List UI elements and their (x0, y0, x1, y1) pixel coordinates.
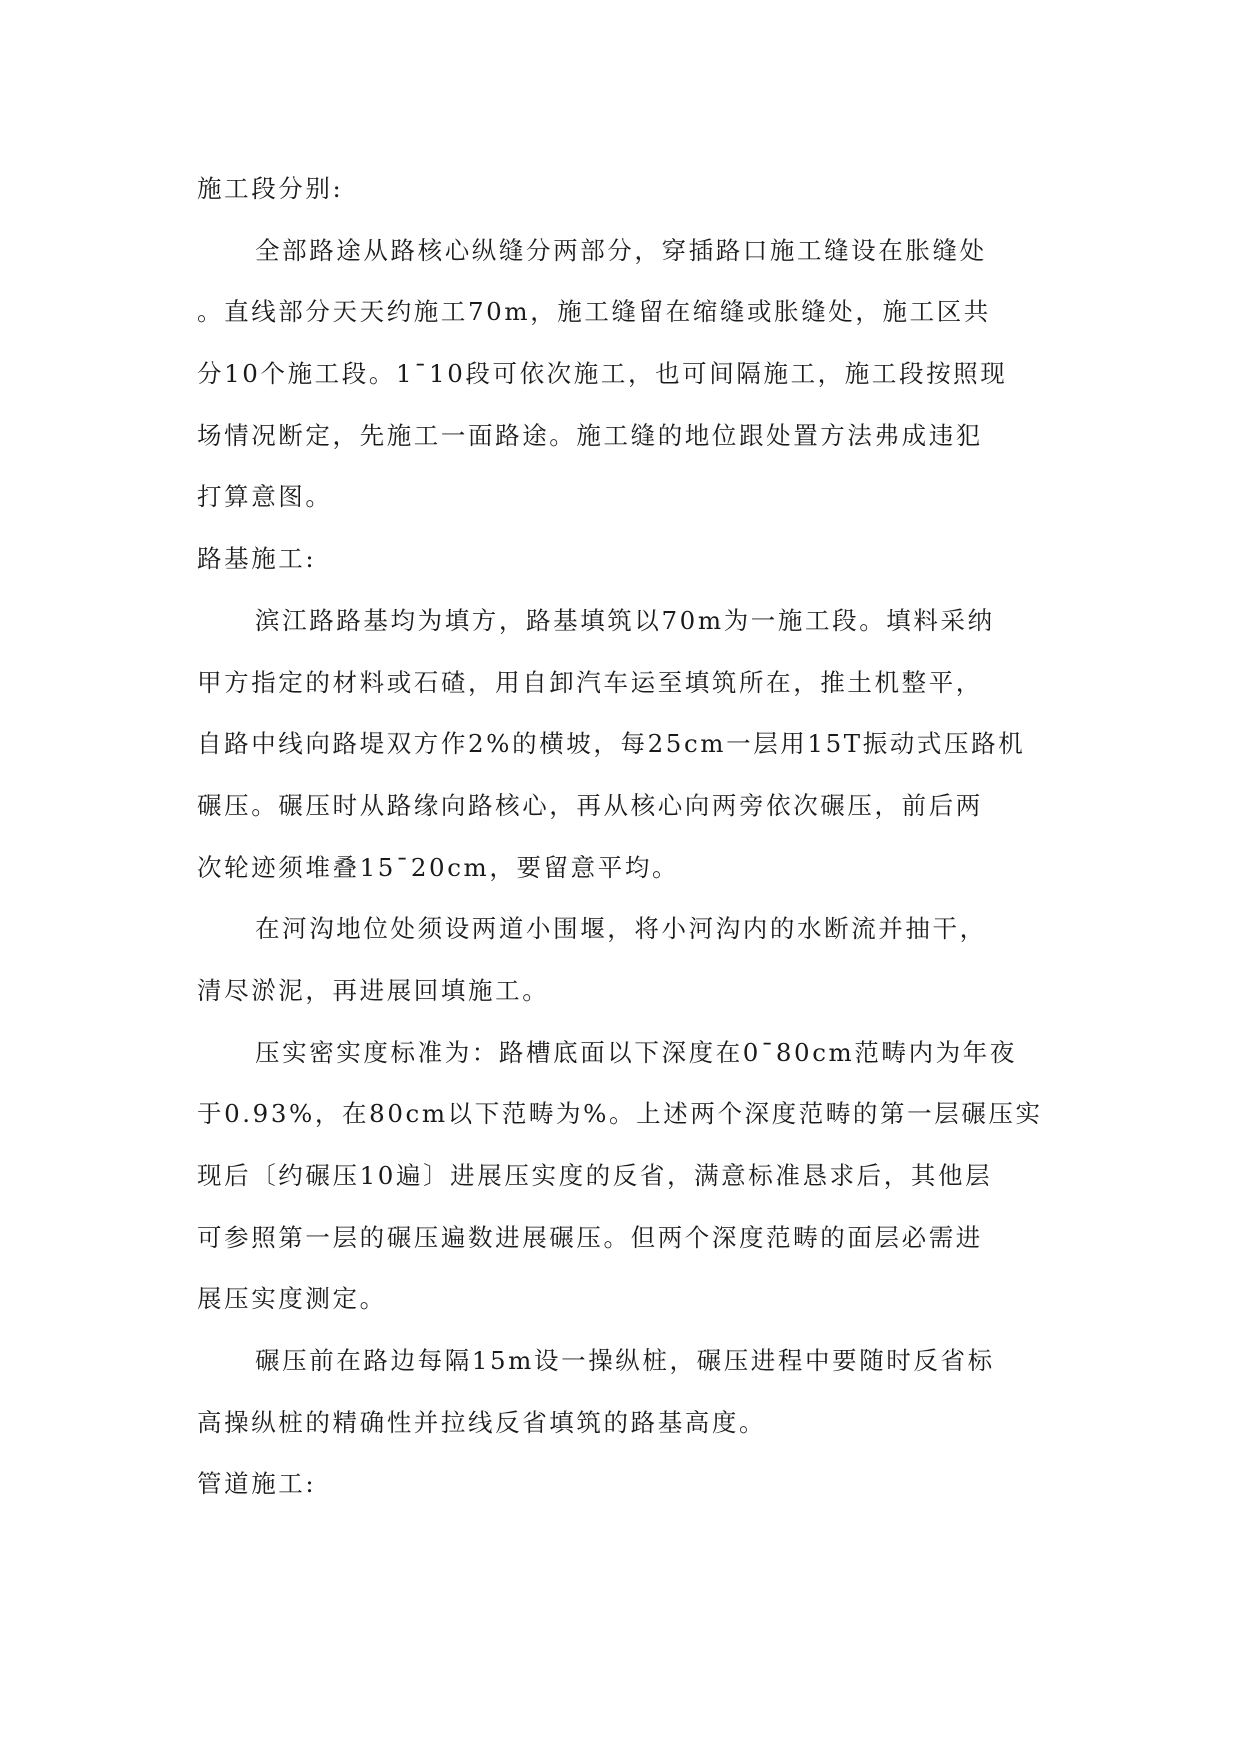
text-line: 碾压前在路边每隔15m设一操纵桩，碾压进程中要随时反省标 (255, 1346, 995, 1376)
section-heading: 管道施工: (197, 1469, 317, 1499)
paragraph (197, 898, 1062, 1021)
text-line: 滨江路路基均为填方，路基填筑以70m为一施工段。填料采纳 (255, 605, 995, 635)
text-line: 打算意图。 (197, 482, 333, 512)
text-line: 展压实度测定。 (197, 1284, 387, 1314)
paragraph (197, 220, 1062, 528)
text-line: 自路中线向路堤双方作2%的横坡，每25cm一层用15T振动式压路机 (197, 729, 1026, 759)
document-body (197, 158, 1062, 1515)
section-heading: 路基施工: (197, 544, 317, 574)
text-line: 碾压。碾压时从路缘向路核心，再从核心向两旁依次碾压，前后两 (197, 790, 983, 820)
section-heading: 施工段分别: (197, 174, 344, 203)
paragraph (197, 590, 1062, 898)
text-line: 。直线部分天天约施工70m，施工缝留在缩缝或胀缝处，施工区共 (197, 297, 991, 327)
text-line: 现后〔约碾压10遍〕进展压实度的反省，满意标准恳求后，其他层 (197, 1161, 993, 1190)
text-line: 场情况断定，先施工一面路途。施工缝的地位跟处置方法弗成违犯 (197, 420, 983, 450)
text-line: 次轮迹须堆叠15¯20cm，要留意平均。 (197, 852, 680, 882)
text-line: 于0.93%，在80cm以下范畴为%。上述两个深度范畴的第一层碾压实 (197, 1099, 1043, 1129)
text-line: 在河沟地位处须设两道小围堰，将小河沟内的水断流并抽干， (255, 914, 987, 944)
text-line: 压实密实度标准为：路槽底面以下深度在0¯80cm范畴内为年夜 (255, 1037, 1017, 1067)
text-line: 清尽淤泥，再进展回填施工。 (197, 975, 550, 1005)
text-line: 全部路途从路核心纵缝分两部分，穿插路口施工缝设在胀缝处 (255, 235, 987, 265)
text-line: 甲方指定的材料或石碴，用自卸汽车运至填筑所在，推土机整平， (197, 667, 983, 697)
text-line: 分10个施工段。1¯10段可依次施工，也可间隔施工，施工段按照现 (197, 359, 1008, 389)
paragraph (197, 1330, 1062, 1453)
text-line: 可参照第一层的碾压遍数进展碾压。但两个深度范畴的面层必需进 (197, 1222, 983, 1252)
text-line: 高操纵桩的精确性并拉线反省填筑的路基高度。 (197, 1407, 767, 1437)
paragraph (197, 1022, 1062, 1330)
